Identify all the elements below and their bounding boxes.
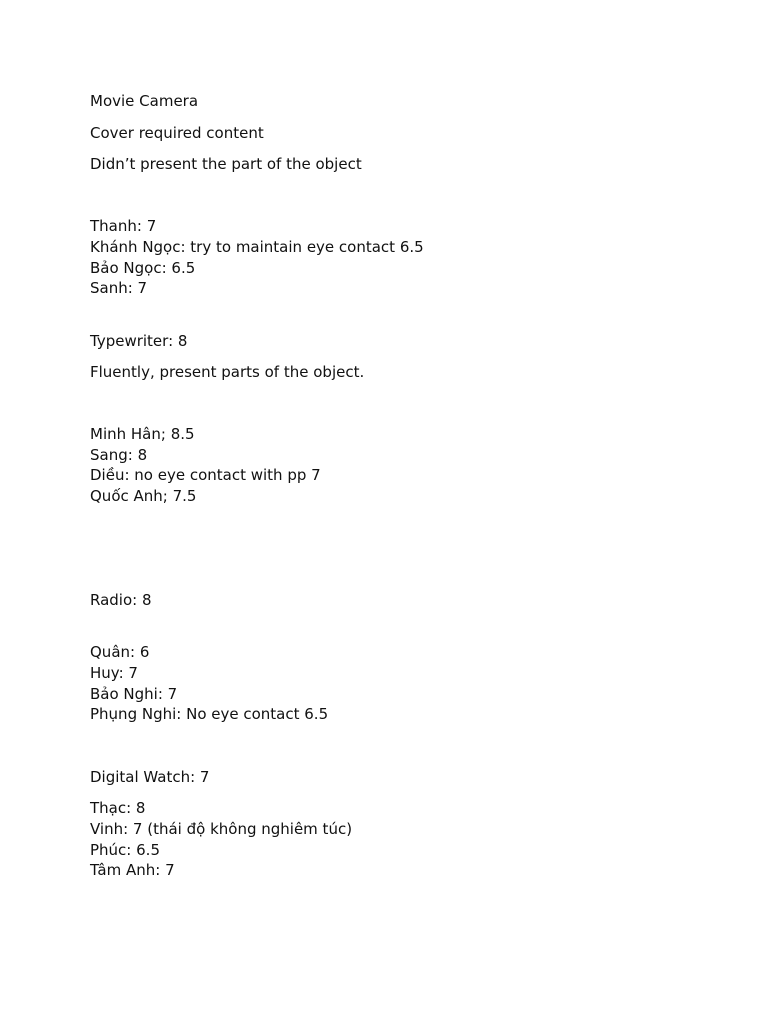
score-line: Sanh: 7 [90, 279, 148, 297]
score-line: Phúc: 6.5 [90, 841, 160, 859]
score-line: Thanh: 7 [90, 217, 157, 235]
score-line: Phụng Nghi: No eye contact 6.5 [90, 705, 329, 723]
score-line: Tâm Anh: 7 [90, 861, 175, 879]
score-line: Khánh Ngọc: try to maintain eye contact 6.5 [90, 238, 424, 256]
score-line: Bảo Ngọc: 6.5 [90, 259, 196, 277]
section-title-radio: Radio: 8 [90, 591, 152, 609]
score-line: Huy: 7 [90, 664, 138, 682]
score-line: Vinh: 7 (thái độ không nghiêm túc) [90, 820, 353, 838]
score-line: Thạc: 8 [90, 799, 146, 817]
score-line: Bảo Nghi: 7 [90, 685, 178, 703]
score-line: Diều: no eye contact with pp 7 [90, 466, 321, 484]
score-line: Sang: 8 [90, 446, 148, 464]
note-missing-parts: Didn’t present the part of the object [90, 155, 362, 173]
score-line: Quốc Anh; 7.5 [90, 487, 197, 505]
note-fluently: Fluently, present parts of the object. [90, 363, 365, 381]
score-line: Quân: 6 [90, 643, 150, 661]
section-title-digital-watch: Digital Watch: 7 [90, 768, 210, 786]
section-title-movie-camera: Movie Camera [90, 92, 199, 110]
section-title-typewriter: Typewriter: 8 [90, 332, 188, 350]
note-cover-content: Cover required content [90, 124, 264, 142]
score-line: Minh Hân; 8.5 [90, 425, 195, 443]
